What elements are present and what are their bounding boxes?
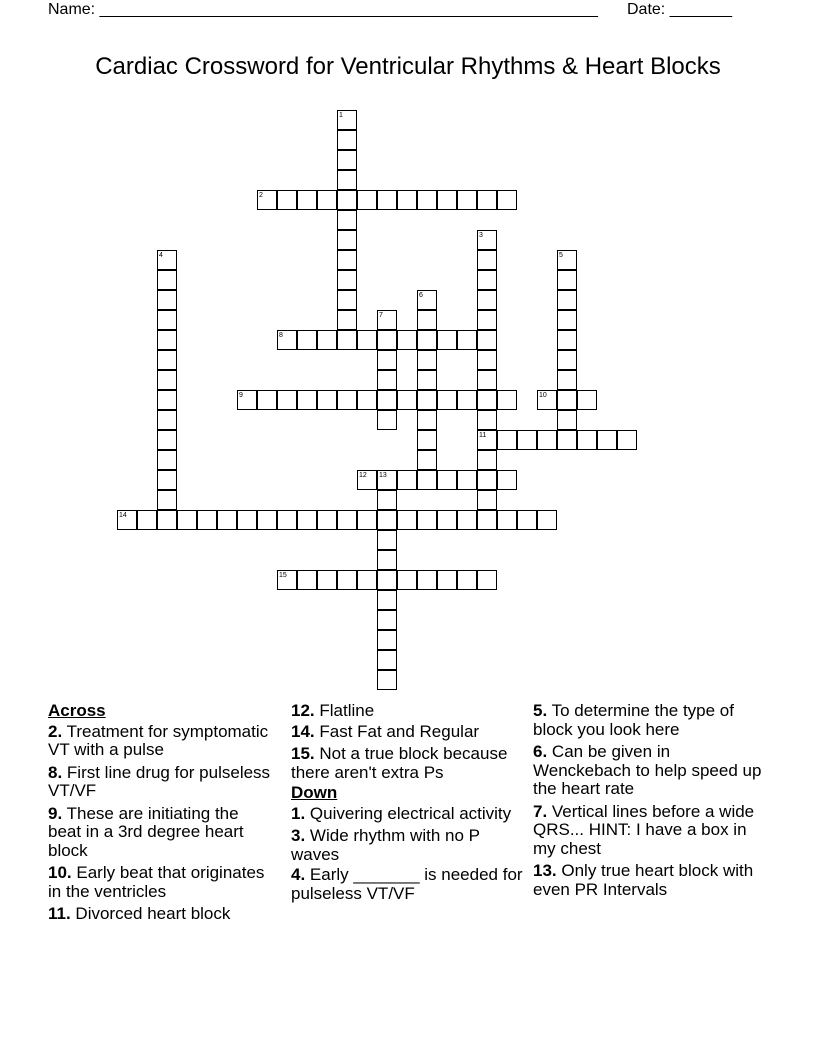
grid-cell[interactable] [137,510,157,530]
grid-cell[interactable] [157,490,177,510]
clue-number: 13 [379,472,387,479]
grid-cell[interactable] [417,570,437,590]
grid-cell[interactable] [477,430,497,450]
grid-cell[interactable] [477,250,497,270]
grid-cell[interactable] [397,330,417,350]
grid-cell[interactable] [457,390,477,410]
clue-number: 9 [239,392,243,399]
clue-across-14: 14. Fast Fat and Regular [291,721,480,741]
grid-cell[interactable] [157,510,177,530]
grid-cell[interactable] [317,390,337,410]
grid-cell[interactable] [157,450,177,470]
clue-number: 10 [539,392,547,399]
grid-cell[interactable] [337,190,357,210]
grid-cell[interactable] [457,470,477,490]
grid-cell[interactable] [357,190,377,210]
grid-cell[interactable] [337,390,357,410]
grid-cell[interactable] [157,470,177,490]
grid-cell[interactable] [477,310,497,330]
clue-across-9: 9. These are initiating the beat in a 3rd degree heart block [48,803,244,860]
grid-cell[interactable] [537,390,557,410]
grid-cell[interactable] [377,530,397,550]
clue-number: 6 [419,292,423,299]
grid-cell[interactable] [517,430,537,450]
clue-down-6: 6. Can be given in Wenckebach to help speed up the heart rate [533,742,762,798]
grid-cell[interactable] [377,650,397,670]
grid-cell[interactable] [337,290,357,310]
grid-cell[interactable] [317,570,337,590]
grid-cell[interactable] [337,330,357,350]
clue-across-12: 12. Flatline [291,701,375,720]
grid-cell[interactable] [337,110,357,130]
grid-cell[interactable] [337,210,357,230]
grid-cell[interactable] [337,130,357,150]
grid-cell[interactable] [397,570,417,590]
grid-cell[interactable] [377,490,397,510]
grid-cell[interactable] [157,410,177,430]
grid-cell[interactable] [337,570,357,590]
grid-cell[interactable] [477,350,497,370]
grid-cell[interactable] [257,510,277,530]
grid-cell[interactable] [417,330,437,350]
grid-cell[interactable] [157,330,177,350]
grid-cell[interactable] [357,470,377,490]
grid-cell[interactable] [477,570,497,590]
grid-cell[interactable] [557,270,577,290]
grid-cell[interactable] [377,570,397,590]
grid-cell[interactable] [297,390,317,410]
grid-cell[interactable] [557,350,577,370]
grid-cell[interactable] [557,370,577,390]
grid-cell[interactable] [257,190,277,210]
page-title: Cardiac Crossword for Ventricular Rhythms & Heart Blocks [95,53,721,80]
grid-cell[interactable] [457,330,477,350]
grid-cell[interactable] [577,430,597,450]
grid-cell[interactable] [557,330,577,350]
clue-number: 1 [339,112,343,119]
clue-number: 11 [479,432,487,439]
grid-cell[interactable] [317,510,337,530]
grid-cell[interactable] [237,510,257,530]
down-heading: Down [291,783,338,802]
grid-cell[interactable] [417,450,437,470]
grid-cell[interactable] [337,170,357,190]
grid-cell[interactable] [557,430,577,450]
clue-down-5: 5. To determine the type of block you look here [533,701,734,739]
grid-cell[interactable] [357,510,377,530]
grid-cell[interactable] [157,370,177,390]
grid-cell[interactable] [157,290,177,310]
grid-cell[interactable] [497,510,517,530]
grid-cell[interactable] [377,330,397,350]
clue-number: 7 [379,312,383,319]
clue-number: 3 [479,232,483,239]
grid-cell[interactable] [377,610,397,630]
grid-cell[interactable] [277,190,297,210]
grid-cell[interactable] [497,190,517,210]
clues-column-1 [48,702,276,928]
grid-cell[interactable] [457,510,477,530]
grid-cell[interactable] [477,510,497,530]
clue-number: 15 [279,572,287,579]
clue-number: 14 [119,512,127,519]
grid-cell[interactable] [257,390,277,410]
grid-cell[interactable] [277,330,297,350]
grid-cell[interactable] [497,390,517,410]
clue-number: 5 [559,252,563,259]
grid-cell[interactable] [477,330,497,350]
grid-cell[interactable] [297,190,317,210]
grid-cell[interactable] [477,470,497,490]
grid-cell[interactable] [377,590,397,610]
grid-cell[interactable] [417,470,437,490]
grid-cell[interactable] [157,390,177,410]
grid-cell[interactable] [377,370,397,390]
grid-cell[interactable] [537,510,557,530]
clue-down-3: 3. Wide rhythm with no P waves [291,826,480,864]
clue-down-4: 4. Early _______ is needed for pulseless VT/VF [291,865,523,903]
grid-cell[interactable] [337,310,357,330]
grid-cell[interactable] [397,470,417,490]
grid-cell[interactable] [237,390,257,410]
grid-cell[interactable] [477,370,497,390]
grid-cell[interactable] [477,410,497,430]
clue-across-10: 10. Early beat that originates in the ventricles [48,863,265,901]
grid-cell[interactable] [157,270,177,290]
grid-cell[interactable] [417,290,437,310]
grid-cell[interactable] [157,430,177,450]
grid-cell[interactable] [117,510,137,530]
grid-cell[interactable] [417,370,437,390]
date-field-label: Date: _______ [627,1,732,18]
grid-cell[interactable] [377,470,397,490]
grid-cell[interactable] [477,490,497,510]
grid-cell[interactable] [337,250,357,270]
grid-cell[interactable] [557,290,577,310]
clue-down-1: 1. Quivering electrical activity [291,803,512,823]
clue-across-15: 15. Not a true block because there aren't extra Ps [291,744,508,782]
clue-down-7: 7. Vertical lines before a wide QRS... HINT: I have a box in my chest [533,801,755,858]
grid-cell[interactable] [337,510,357,530]
grid-cell[interactable] [277,510,297,530]
grid-cell[interactable] [317,330,337,350]
grid-cell[interactable] [217,510,237,530]
across-heading: Across [48,701,106,720]
grid-cell[interactable] [157,250,177,270]
grid-cell[interactable] [357,390,377,410]
grid-cell[interactable] [457,570,477,590]
grid-cell[interactable] [157,350,177,370]
grid-cell[interactable] [317,190,337,210]
grid-cell[interactable] [377,670,397,690]
grid-cell[interactable] [497,470,517,490]
grid-cell[interactable] [377,410,397,430]
grid-cell[interactable] [297,330,317,350]
grid-cell[interactable] [557,390,577,410]
grid-cell[interactable] [417,390,437,410]
grid-cell[interactable] [417,410,437,430]
grid-cell[interactable] [437,190,457,210]
grid-cell[interactable] [377,190,397,210]
grid-cell[interactable] [377,310,397,330]
grid-cell[interactable] [297,570,317,590]
clue-across-11: 11. Divorced heart block [48,904,231,923]
grid-cell[interactable] [457,190,477,210]
grid-cell[interactable] [477,450,497,470]
grid-cell[interactable] [357,330,377,350]
grid-cell[interactable] [417,510,437,530]
grid-cell[interactable] [477,290,497,310]
grid-cell[interactable] [377,550,397,570]
clue-number: 12 [359,472,367,479]
grid-cell[interactable] [197,510,217,530]
grid-cell[interactable] [337,150,357,170]
clue-across-8: 8. First line drug for pulseless VT/VF [48,762,271,800]
grid-cell[interactable] [297,510,317,530]
clues-column-3 [533,702,765,903]
clue-across-2: 2. Treatment for symptomatic VT with a pulse [48,721,269,759]
grid-cell[interactable] [357,570,377,590]
grid-cell[interactable] [417,310,437,330]
grid-cell[interactable] [277,390,297,410]
clue-down-13: 13. Only true heart block with even PR Intervals [533,861,754,899]
grid-cell[interactable] [477,270,497,290]
grid-cell[interactable] [397,190,417,210]
grid-cell[interactable] [337,230,357,250]
grid-cell[interactable] [417,350,437,370]
grid-cell[interactable] [177,510,197,530]
clue-number: 8 [279,332,283,339]
grid-cell[interactable] [497,430,517,450]
grid-cell[interactable] [597,430,617,450]
grid-cell[interactable] [437,470,457,490]
grid-cell[interactable] [557,310,577,330]
grid-cell[interactable] [157,310,177,330]
clue-number: 4 [159,252,163,259]
grid-cell[interactable] [417,190,437,210]
grid-cell[interactable] [337,270,357,290]
grid-cell[interactable] [477,190,497,210]
grid-cell[interactable] [477,230,497,250]
grid-cell[interactable] [417,430,437,450]
grid-cell[interactable] [377,630,397,650]
grid-cell[interactable] [517,510,537,530]
grid-cell[interactable] [557,410,577,430]
grid-cell[interactable] [617,430,637,450]
name-field-label: Name: ________________________________________________________ [48,1,598,18]
grid-cell[interactable] [277,570,297,590]
grid-cell[interactable] [377,390,397,410]
grid-cell[interactable] [437,330,457,350]
clues-column-2 [291,702,523,907]
grid-cell[interactable] [537,430,557,450]
clue-number: 2 [259,192,263,199]
grid-cell[interactable] [557,250,577,270]
grid-cell[interactable] [577,390,597,410]
grid-cell[interactable] [397,390,417,410]
grid-cell[interactable] [377,510,397,530]
grid-cell[interactable] [437,390,457,410]
grid-cell[interactable] [477,390,497,410]
grid-cell[interactable] [437,510,457,530]
grid-cell[interactable] [437,570,457,590]
grid-cell[interactable] [377,350,397,370]
grid-cell[interactable] [397,510,417,530]
